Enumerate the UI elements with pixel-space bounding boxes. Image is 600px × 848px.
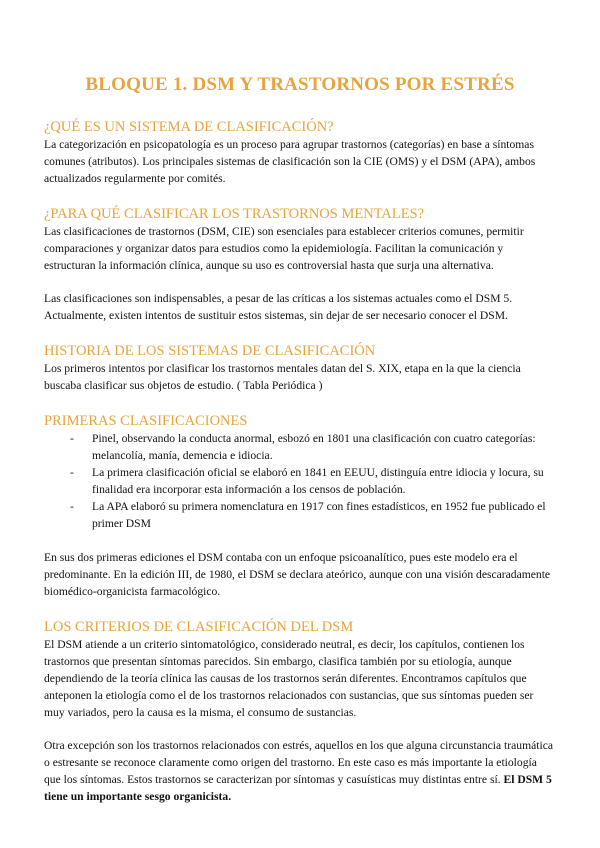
- paragraph: En sus dos primeras ediciones el DSM contaba con un enfoque psicoanalítico, pues este modelo era el predominante. En la edición III, de 1980, el DSM se declara ateórico, aunque con una visión descaradamente biomédico-organicista farmacológico.: [44, 551, 551, 598]
- list-item: - La APA elaboró su primera nomenclatura en 1917 con fines estadísticos, en 1952 fue publicado el primer DSM: [70, 498, 556, 532]
- paragraph: Los primeros intentos por clasificar los trastornos mentales datan del S. XIX, etapa en la que la ciencia buscaba clasificar sus objetos de estudio. ( Tabla Periódica ): [44, 362, 521, 392]
- section-heading: LOS CRITERIOS DE CLASIFICACIÓN DEL DSM: [44, 619, 354, 635]
- section-history: [44, 342, 556, 394]
- paragraph-text: Otra excepción son los trastornos relacionados con estrés, aquellos en los que alguna circunstancia traumática o estresante se reconoce claramente como origen del trastorno. En este caso es más importante la etiología que los síntomas. Estos trastornos se caracterizan por síntomas y casuísticas muy distintas entre sí.: [44, 739, 553, 786]
- bold-statement: El DSM 5 tiene un importante sesgo organicista.: [44, 773, 552, 803]
- paragraph: La categorización en psicopatología es un proceso para agrupar trastornos (categorías) en base a síntomas comunes (atributos). Los principales sistemas de clasificación son la CIE (OMS) y el DSM (APA), ambos actualizados regularmente por comités.: [44, 138, 536, 185]
- paragraph: Las clasificaciones son indispensables, a pesar de las críticas a los sistemas actuales como el DSM 5. Actualmente, existen intentos de sustituir estos sistemas, sin dejar de ser necesario conocer el DSM.: [44, 292, 513, 322]
- section-heading: ¿PARA QUÉ CLASIFICAR LOS TRASTORNOS MENTALES?: [44, 206, 425, 222]
- section-what-is: [44, 118, 556, 187]
- section-why-classify: [44, 205, 556, 324]
- list-item: - La primera clasificación oficial se elaboró en 1841 en EEUU, distinguía entre idiocia y locura, su finalidad era incorporar esta información a los censos de población.: [70, 464, 556, 498]
- paragraph: El DSM atiende a un criterio sintomatológico, considerado neutral, es decir, los capítulos, contienen los trastornos que presentan síntomas parecidos. Sin embargo, clasifica también por su etiología, aunque dependiendo de la teoría clínica las causas de los trastornos serán diferentes. Encontramos capítulos que anteponen la etiología como el de los trastornos relacionados con sustancias, que sus síntomas pueden ser muy variados, pero la causa es la misma, el consumo de sustancias.: [44, 638, 534, 719]
- section-dsm-criteria: [44, 618, 556, 805]
- section-heading: ¿QUÉ ES UN SISTEMA DE CLASIFICACIÓN?: [44, 119, 334, 135]
- paragraph: [44, 737, 556, 805]
- section-first-classifications: [44, 412, 556, 600]
- paragraph: Las clasificaciones de trastornos (DSM, CIE) son esenciales para establecer criterios comunes, permitir comparaciones y organizar datos para estudios como la epidemiología. Facilitan la comunicación y estructuran la información clínica, aunque su uso es controversial hasta que surja una alternativa.: [44, 225, 524, 272]
- section-heading: PRIMERAS CLASIFICACIONES: [44, 413, 248, 429]
- bullet-list: [44, 430, 556, 532]
- document-title: BLOQUE 1. DSM Y TRASTORNOS POR ESTRÉS: [85, 74, 515, 95]
- list-item: - Pinel, observando la conducta anormal, esbozó en 1801 una clasificación con cuatro categorías: melancolía, manía, demencia e idiocia.: [70, 430, 556, 464]
- section-heading: HISTORIA DE LOS SISTEMAS DE CLASIFICACIÓN: [44, 343, 376, 359]
